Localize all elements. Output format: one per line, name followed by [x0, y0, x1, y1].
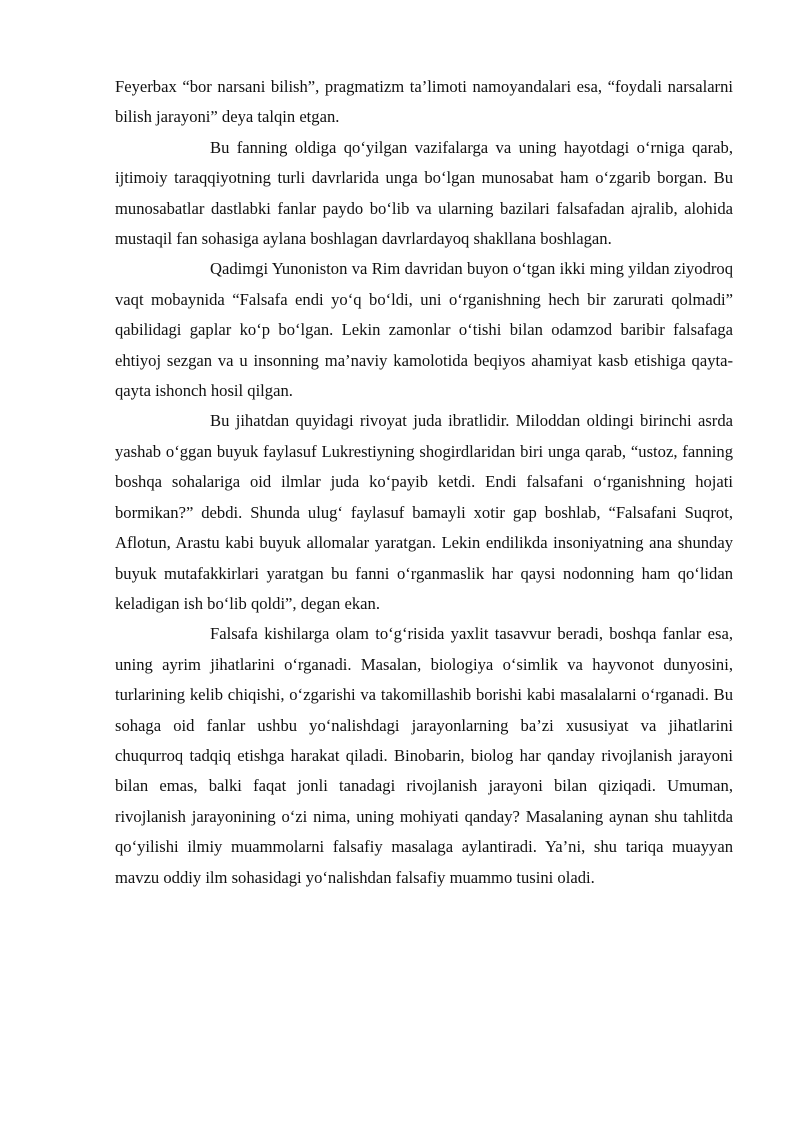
paragraph-1: Feyerbax “bor narsani bilish”, pragmatizm ta’limoti namoyandalari esa, “foydali narsalarni bilish jarayoni” deya talqin etgan. — [115, 77, 733, 127]
paragraph-5: Falsafa kishilarga olam to‘g‘risida yaxlit tasavvur beradi, boshqa fanlar esa, uning ayrim jihatlarini o‘rganadi. Masalan, biologiya o‘simlik va hayvonot dunyosini, turlarining kelib chiqishi, o‘zgarishi va takomillashib borishi kabi masalalarni o‘rganadi. Bu sohaga oid fanlar ushbu yo‘nalishdagi jarayonlarning ba’zi xususiyat va jihatlarini chuqurroq tadqiq etishga harakat qiladi. Binobarin, biolog har qanday rivojlanish jarayoni bilan emas, balki faqat jonli tanadagi rivojlanish jarayoni bilan qiziqadi. Umuman, rivojlanish jarayonining o‘zi nima, uning mohiyati qanday? Masalaning aynan shu tahlitda qo‘yilishi ilmiy muammolarni falsafiy masalaga aylantiradi. Ya’ni, shu tariqa muayyan mavzu oddiy ilm sohasidagi yo‘nalishdan falsafiy muammo tusini oladi. — [115, 624, 733, 887]
paragraph-2: Bu fanning oldiga qo‘yilgan vazifalarga va uning hayotdagi o‘rniga qarab, ijtimoiy taraqqiyotning turli davrlarida unga bo‘lgan munosabat ham o‘zgarib borgan. Bu munosabatlar dastlabki fanlar paydo bo‘lib va ularning bazilari falsafadan ajralib, alohida mustaqil fan sohasiga aylana boshlagan davrlardayoq shakllana boshlagan. — [115, 137, 733, 249]
paragraph-3: Qadimgi Yunoniston va Rim davridan buyon o‘tgan ikki ming yildan ziyodroq vaqt mobaynida “Falsafa endi yo‘q bo‘ldi, uni o‘rganishning hech bir zarurati qolmadi” qabilidagi gaplar ko‘p bo‘lgan. Lekin zamonlar o‘tishi bilan odamzod baribir falsafaga ehtiyoj sezgan va u insonning ma’naviy kamolotida beqiyos ahamiyat kasb etishiga qayta-qayta ishonch hosil qilgan. — [115, 259, 733, 401]
document-page — [115, 72, 733, 893]
paragraph-4: Bu jihatdan quyidagi rivoyat juda ibratlidir. Miloddan oldingi birinchi asrda yashab o‘ggan buyuk faylasuf Lukrestiyning shogirdlaridan biri unga qarab, “ustoz, fanning boshqa sohalariga oid ilmlar juda ko‘payib ketdi. Endi falsafani o‘rganishning hojati bormikan?” debdi. Shunda ulug‘ faylasuf bamayli xotir gap boshlab, “Falsafani Suqrot, Aflotun, Arastu kabi buyuk allomalar yaratgan. Lekin endilikda insoniyatning ana shunday buyuk mutafakkirlari yaratgan bu fanni o‘rganmaslik har qaysi nodonning ham qo‘lidan keladigan ish bo‘lib qoldi”, degan ekan. — [115, 411, 733, 613]
